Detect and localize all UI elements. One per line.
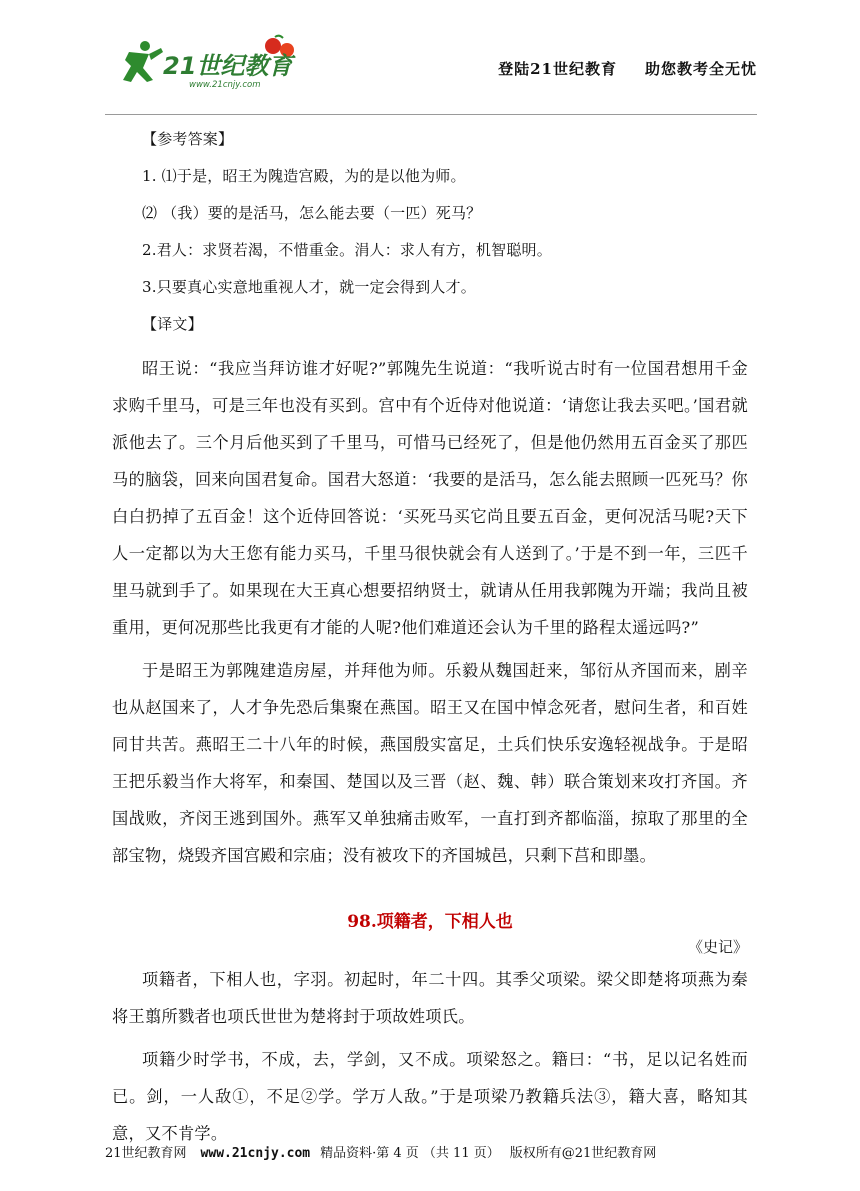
- section-paragraph: 项籍者，下相人也，字羽。初起时，年二十四。其季父项梁。梁父即楚将项燕为秦将王翦所戮者也项氏世世为楚将封于项故姓项氏。: [112, 970, 748, 1026]
- answer-item: 3.只要真心实意地重视人才，就一定会得到人才。: [142, 278, 476, 296]
- header-slogan: [498, 58, 757, 79]
- section-title: 98.项籍者，下相人也: [347, 912, 513, 932]
- footer-page-info: 精品资料·第 4 页 （共 11 页）: [320, 1146, 500, 1161]
- answer-item: 2.君人：求贤若渴，不惜重金。涓人：求人有方，机智聪明。: [142, 241, 552, 259]
- answer-item: ⑵ （我）要的是活马，怎么能去要（一匹）死马？: [142, 204, 482, 222]
- svg-text:21世纪教育: 21世纪教育: [163, 52, 293, 80]
- page-header: [105, 34, 757, 115]
- page-footer: [105, 1142, 765, 1161]
- answer-item: 1. ⑴于是，昭王为隗造宫殿，为的是以他为师。: [142, 167, 466, 185]
- footer-copyright: 版权所有@21世纪教育网: [509, 1146, 657, 1161]
- svg-text:www.21cnjy.com: www.21cnjy.com: [189, 80, 261, 90]
- slogan-left: 登陆21世纪教育: [498, 60, 617, 78]
- document-body: [112, 128, 748, 1152]
- translation-paragraph: 于是昭王为郭隗建造房屋，并拜他为师。乐毅从魏国赶来，邹衍从齐国而来，剧辛也从赵国来了，人才争先恐后集聚在燕国。昭王又在国中悼念死者，慰问生者，和百姓同甘共苦。燕昭王二十八年的时候，燕国殷实富足，土兵们快乐安逸轻视战争。于是昭王把乐毅当作大将军，和秦国、楚国以及三晋（赵、魏、韩）联合策划来攻打齐国。齐国战败，齐闵王逃到国外。燕军又单独痛击败军，一直打到齐都临淄，掠取了那里的全部宝物，烧毁齐国宫殿和宗庙；没有被攻下的齐国城邑，只剩下莒和即墨。: [112, 661, 748, 865]
- logo: [105, 34, 315, 90]
- slogan-right: 助您教考全无忧: [644, 60, 757, 78]
- section-source: 《史记》: [687, 938, 748, 956]
- answers-label: 【参考答案】: [142, 130, 234, 148]
- footer-site-name: 21世纪教育网: [105, 1146, 187, 1161]
- translation-label: 【译文】: [142, 315, 203, 333]
- section-paragraph: 项籍少时学书，不成，去，学剑，又不成。项梁怒之。籍曰：“书，足以记名姓而已。剑，一人敌①，不足②学。学万人敌。”于是项梁乃教籍兵法③，籍大喜，略知其意，又不肯学。: [112, 1050, 748, 1143]
- translation-paragraph: 昭王说：“我应当拜访谁才好呢?”郭隗先生说道：“我听说古时有一位国君想用千金求购千里马，可是三年也没有买到。宫中有个近侍对他说道：‘请您让我去买吧。’国君就派他去了。三个月后他买到了千里马，可惜马已经死了，但是他仍然用五百金买了那匹马的脑袋，回来向国君复命。国君大怒道：‘我要的是活马，怎么能去照顾一匹死马？你白白扔掉了五百金！这个近侍回答说：‘买死马买它尚且要五百金，更何况活马呢?天下人一定都以为大王您有能力买马，千里马很快就会有人送到了。’于是不到一年，三匹千里马就到手了。如果现在大王真心想要招纳贤士，就请从任用我郭隗为开端；我尚且被重用，更何况那些比我更有才能的人呢?他们难道还会认为千里的路程太遥远吗?”: [112, 359, 748, 637]
- footer-site-url: www.21cnjy.com: [200, 1146, 311, 1161]
